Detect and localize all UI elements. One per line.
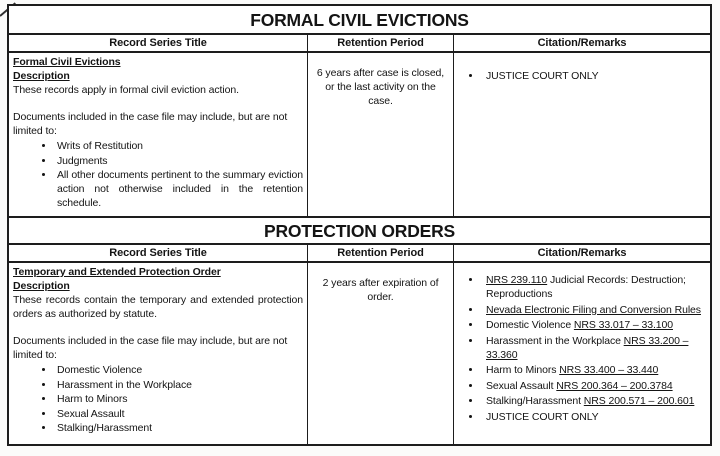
column-header-citation-remarks: Citation/Remarks	[537, 247, 627, 259]
blank-line	[13, 97, 303, 110]
table-row	[9, 261, 710, 444]
section-title: FORMAL CIVIL EVICTIONS	[250, 9, 469, 30]
record-series-cell	[9, 263, 308, 444]
record-series-cell	[9, 53, 308, 216]
retention-period-cell: 2 years after expiration of order.	[308, 263, 454, 444]
table-row	[9, 51, 710, 216]
text-segment: NRS 200.571 – 200.601	[583, 395, 695, 407]
citations-list	[454, 69, 706, 83]
text-segment: Harm to Minors	[57, 393, 128, 405]
record-series-title: Temporary and Extended Protection Order	[13, 266, 221, 278]
document-list-item	[55, 407, 303, 421]
citation-list-item	[482, 334, 706, 362]
retention-period-cell: 6 years after case is closed, or the last activity on the case.	[308, 53, 454, 216]
description-text: These records contain the temporary and extended protection orders as authorized by statute.	[13, 294, 303, 320]
citation-list-item	[482, 394, 706, 408]
text-segment: JUSTICE COURT ONLY	[486, 70, 599, 82]
text-segment: NRS 33.200 – 33.360	[486, 334, 689, 361]
document-list-item	[55, 378, 303, 392]
section-title: PROTECTION ORDERS	[263, 220, 456, 241]
description-text: These records apply in formal civil eviction action.	[13, 84, 239, 96]
column-header-citation-remarks: Citation/Remarks	[537, 37, 627, 49]
text-segment: Stalking/Harassment	[57, 422, 152, 434]
document-list-item	[55, 154, 303, 168]
documents-list	[13, 139, 303, 210]
description-heading: Description	[13, 70, 70, 82]
section-header-formal-civil-evictions	[9, 6, 710, 33]
document-list-item	[55, 139, 303, 153]
text-segment: NRS 33.400 – 33.440	[559, 364, 659, 376]
citation-list-item	[482, 379, 706, 393]
citation-remarks-cell	[454, 263, 710, 444]
text-segment: JUSTICE COURT ONLY	[486, 410, 599, 423]
citations-list	[454, 273, 706, 424]
text-segment: Domestic Violence	[486, 319, 574, 331]
column-header-record-series-title: Record Series Title	[9, 245, 308, 261]
text-segment: Harassment in the Workplace	[486, 334, 624, 347]
document-list-item	[55, 421, 303, 435]
text-segment: Nevada Electronic Filing and Conversion Rules	[486, 303, 701, 316]
text-segment: NRS 200.364 – 200.3784	[556, 379, 673, 392]
column-header-record-series-title: Record Series Title	[9, 35, 308, 51]
text-segment: Judicial Records: Destruction; Reproductions	[486, 274, 686, 300]
column-header-retention-period: Retention Period	[308, 245, 454, 261]
column-header-row	[9, 243, 710, 261]
section-header-protection-orders	[9, 216, 710, 243]
description-heading: Description	[13, 280, 70, 292]
documents-list	[13, 363, 303, 435]
text-segment: Sexual Assault	[57, 407, 125, 420]
column-header-row	[9, 33, 710, 51]
text-segment: NRS 239.110	[486, 274, 548, 286]
text-segment: Sexual Assault	[486, 379, 557, 392]
text-segment: All other documents pertinent to the summary eviction action not otherwise included in the retention schedule.	[57, 169, 303, 209]
text-segment: Writs of Restitution	[57, 140, 143, 152]
text-segment: Harm to Minors	[486, 364, 560, 376]
citation-remarks-cell	[454, 53, 710, 216]
text-segment: Judgments	[57, 154, 108, 167]
record-series-title: Formal Civil Evictions	[13, 56, 121, 68]
text-segment: Domestic Violence	[57, 364, 143, 376]
text-segment: Stalking/Harassment	[486, 395, 584, 407]
citation-list-item	[482, 363, 706, 377]
citation-list-item	[482, 69, 706, 83]
documents-intro-text: Documents included in the case file may include, but are not limited to:	[13, 111, 288, 137]
citation-list-item	[482, 318, 706, 332]
column-header-retention-period: Retention Period	[308, 35, 454, 51]
citation-list-item	[482, 273, 706, 301]
citation-list-item	[482, 410, 706, 424]
blank-line	[13, 321, 303, 334]
records-retention-table	[7, 4, 712, 446]
document-list-item	[55, 168, 303, 210]
documents-intro-text: Documents included in the case file may include, but are not limited to:	[13, 335, 288, 361]
document-list-item	[55, 392, 303, 406]
citation-list-item	[482, 303, 706, 317]
text-segment: Harassment in the Workplace	[57, 378, 192, 391]
text-segment: NRS 33.017 – 33.100	[573, 319, 673, 331]
document-list-item	[55, 363, 303, 377]
